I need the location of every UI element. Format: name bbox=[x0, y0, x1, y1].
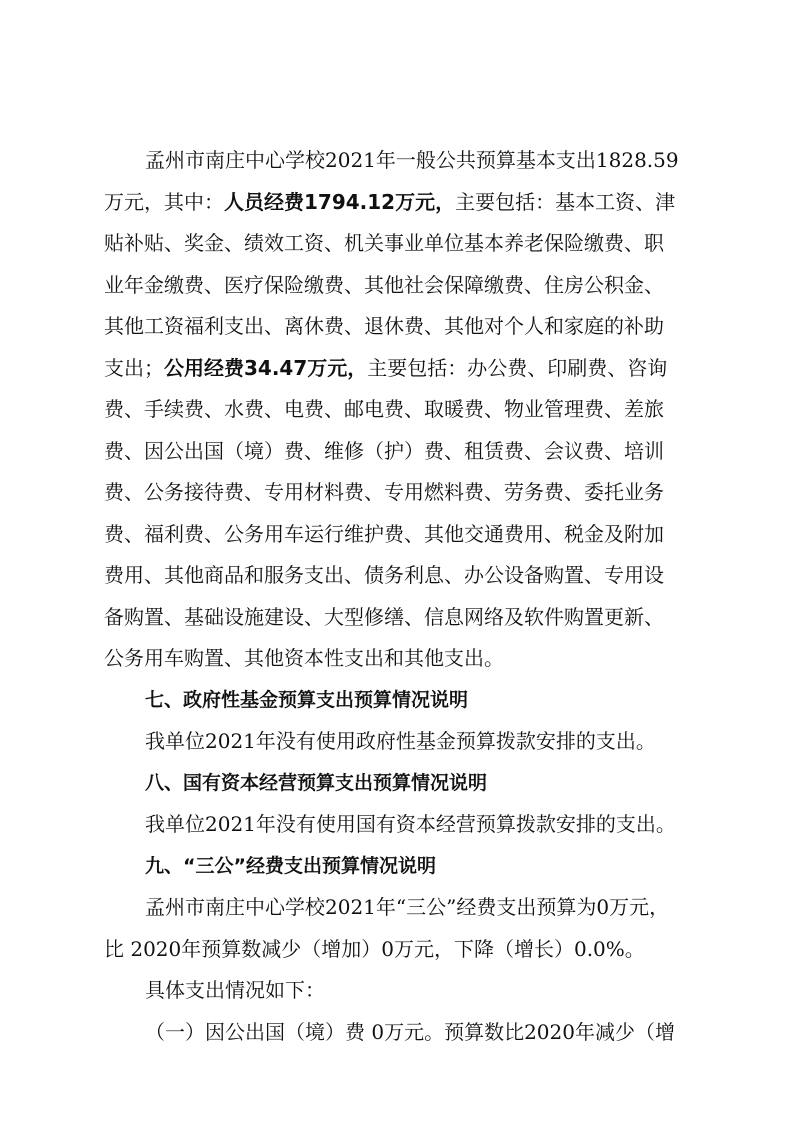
section-heading: 八、国有资本经营预算支出预算情况说明 bbox=[145, 772, 488, 794]
paragraph-line: 业年金缴费、医疗保险缴费、其他社会保障缴费、住房公积金、 bbox=[104, 273, 664, 297]
paragraph-line: 费、公务接待费、专用材料费、专用燃料费、劳务费、委托业务 bbox=[104, 480, 664, 504]
paragraph-line: 具体支出情况如下： bbox=[145, 978, 325, 1002]
text-run: 万元，其中： bbox=[104, 190, 224, 214]
text-run: 主要包括：办公费、印刷费、咨询 bbox=[367, 356, 668, 380]
section-heading: 九、“三公”经费支出预算情况说明 bbox=[145, 855, 436, 877]
paragraph-line: 贴补贴、奖金、绩效工资、机关事业单位基本养老保险缴费、职 bbox=[104, 231, 664, 255]
paragraph-line: 费、因公出国（境）费、维修（护）费、租赁费、会议费、培训 bbox=[104, 439, 664, 463]
paragraph-line: 孟州市南庄中心学校2021年“三公”经费支出预算为0万元， bbox=[145, 895, 670, 919]
public-expense-amount: 公用经费34.47万元， bbox=[164, 356, 368, 380]
paragraph-line: 比 2020年预算数减少（增加）0万元，下降（增长）0.0%。 bbox=[104, 937, 645, 961]
section-heading: 七、政府性基金预算支出预算情况说明 bbox=[145, 689, 469, 711]
text-run: 主要包括：基本工资、津 bbox=[455, 190, 676, 214]
paragraph-line: 其他工资福利支出、离休费、退休费、其他对个人和家庭的补助 bbox=[104, 314, 664, 338]
paragraph-line: 费、手续费、水费、电费、邮电费、取暖费、物业管理费、差旅 bbox=[104, 397, 664, 421]
paragraph-line: 费用、其他商品和服务支出、债务利息、办公设备购置、专用设 bbox=[104, 563, 664, 587]
paragraph-line: 孟州市南庄中心学校2021年一般公共预算基本支出1828.59 bbox=[145, 148, 679, 172]
text-run: 支出； bbox=[104, 356, 164, 380]
paragraph-line: 我单位2021年没有使用国有资本经营预算拨款安排的支出。 bbox=[145, 812, 676, 836]
paragraph-line bbox=[104, 354, 694, 382]
personnel-expense-amount: 人员经费1794.12万元， bbox=[224, 190, 456, 214]
paragraph-line: 公务用车购置、其他资本性支出和其他支出。 bbox=[104, 646, 504, 670]
paragraph-line: 费、福利费、公务用车运行维护费、其他交通费用、税金及附加 bbox=[104, 522, 664, 546]
paragraph-line bbox=[104, 188, 694, 216]
paragraph-line: 我单位2021年没有使用政府性基金预算拨款安排的支出。 bbox=[145, 729, 656, 753]
paragraph-line: （一）因公出国（境）费 0万元。预算数比2020年减少（增 bbox=[145, 1020, 675, 1044]
paragraph-line: 备购置、基础设施建设、大型修缮、信息网络及软件购置更新、 bbox=[104, 605, 664, 629]
